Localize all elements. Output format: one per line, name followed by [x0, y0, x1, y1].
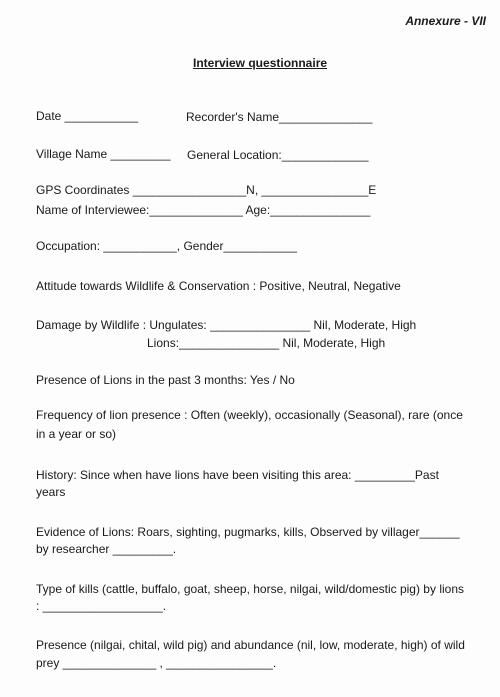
- damage-lions-field: Lions:_______________ Nil, Moderate, High: [147, 336, 386, 350]
- prey-question-cont: prey ______________ , ________________.: [36, 656, 277, 670]
- damage-ungulates-field: Damage by Wildlife : Ungulates: _______________ Nil, Moderate, High: [36, 318, 417, 332]
- frequency-question-cont: in a year or so): [36, 427, 117, 441]
- general-location-field: General Location:_____________: [187, 148, 369, 162]
- history-question: History: Since when have lions have been visiting this area: _________Past: [36, 468, 439, 482]
- kills-question-cont: : __________________.: [36, 599, 167, 613]
- interviewee-age-field: Name of Interviewee:______________ Age:_______________: [36, 203, 371, 217]
- gps-coordinates-field: GPS Coordinates _________________N, ________________E: [36, 183, 377, 197]
- lion-presence-question: Presence of Lions in the past 3 months: Yes / No: [36, 373, 295, 387]
- occupation-gender-field: Occupation: ___________, Gender___________: [36, 239, 297, 253]
- history-question-cont: years: [36, 485, 66, 499]
- evidence-question: Evidence of Lions: Roars, sighting, pugmarks, kills, Observed by villager______: [36, 525, 460, 539]
- evidence-question-cont: by researcher _________.: [36, 542, 177, 556]
- recorder-name-field: Recorder's Name______________: [186, 110, 373, 124]
- frequency-question: Frequency of lion presence : Often (weekly), occasionally (Seasonal), rare (once: [36, 408, 463, 422]
- attitude-question: Attitude towards Wildlife & Conservation : Positive, Neutral, Negative: [36, 279, 401, 293]
- page-title: Interview questionnaire: [193, 56, 328, 70]
- annexure-label: Annexure - VII: [405, 14, 486, 28]
- village-name-field: Village Name _________: [36, 147, 171, 161]
- date-field: Date ___________: [36, 109, 139, 123]
- prey-question: Presence (nilgai, chital, wild pig) and abundance (nil, low, moderate, high) of wild: [36, 638, 465, 652]
- kills-question: Type of kills (cattle, buffalo, goat, sheep, horse, nilgai, wild/domestic pig) by lions: [36, 582, 464, 596]
